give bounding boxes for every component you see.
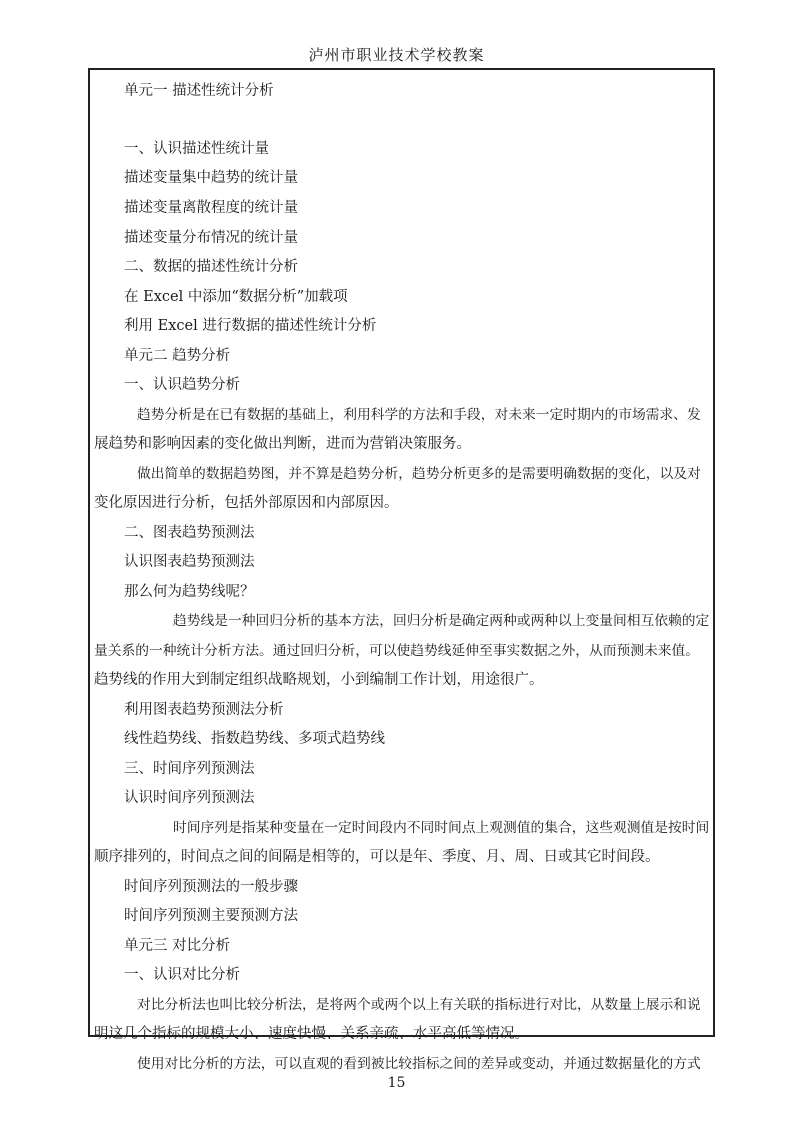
list-item: 利用 Excel 进行数据的描述性统计分析 xyxy=(124,318,377,334)
paragraph-line: 趋势分析是在已有数据的基础上，利用科学的方法和手段，对未来一定时期内的市场需求、发 xyxy=(137,407,701,423)
lesson-plan-frame xyxy=(88,68,715,1072)
lesson-content xyxy=(90,70,713,1072)
section-heading: 一、认识趋势分析 xyxy=(124,377,240,393)
list-item: 描述变量离散程度的统计量 xyxy=(124,200,298,216)
paragraph-line: 做出简单的数据趋势图，并不算是趋势分析，趋势分析更多的是需要明确数据的变化，以及对 xyxy=(137,466,701,482)
list-item: 时间序列预测法的一般步骤 xyxy=(124,879,298,895)
paragraph-line: 量关系的一种统计分析方法。通过回归分析，可以使趋势线延伸至事实数据之外，从而预测未来值。 xyxy=(94,643,700,659)
paragraph-line: 明这几个指标的规模大小、速度快慢、关系亲疏、水平高低等情况。 xyxy=(94,1026,529,1042)
list-item: 认识图表趋势预测法 xyxy=(124,554,255,570)
list-item: 时间序列预测主要预测方法 xyxy=(124,908,298,924)
paragraph-line: 变化原因进行分析，包括外部原因和内部原因。 xyxy=(94,495,399,511)
page-header-title: 泸州市职业技术学校教案 xyxy=(308,46,485,64)
paragraph-line: 趋势线的作用大到制定组织战略规划，小到编制工作计划，用途很广。 xyxy=(94,672,544,688)
list-item: 认识时间序列预测法 xyxy=(124,790,255,806)
section-heading: 二、图表趋势预测法 xyxy=(124,525,255,541)
paragraph-line: 趋势线是一种回归分析的基本方法，回归分析是确定两种或两种以上变量间相互依赖的定 xyxy=(173,613,710,629)
section-heading: 一、认识描述性统计量 xyxy=(124,141,269,157)
unit-heading: 单元三 对比分析 xyxy=(124,938,231,954)
section-heading: 三、时间序列预测法 xyxy=(124,761,255,777)
page-number: 15 xyxy=(387,1075,406,1091)
paragraph-line: 对比分析法也叫比较分析法，是将两个或两个以上有关联的指标进行对比，从数量上展示和说 xyxy=(137,997,701,1013)
list-item: 线性趋势线、指数趋势线、多项式趋势线 xyxy=(124,731,385,747)
section-heading: 一、认识对比分析 xyxy=(124,967,240,983)
paragraph-line: 时间序列是指某种变量在一定时间段内不同时间点上观测值的集合，这些观测值是按时间 xyxy=(173,820,710,836)
list-item: 描述变量集中趋势的统计量 xyxy=(124,170,298,186)
unit-heading: 单元二 趋势分析 xyxy=(124,348,231,364)
list-item: 在 Excel 中添加“数据分析”加载项 xyxy=(124,289,348,305)
paragraph-line: 展趋势和影响因素的变化做出判断，进而为营销决策服务。 xyxy=(94,436,471,452)
list-item: 那么何为趋势线呢？ xyxy=(124,584,255,600)
section-heading: 二、数据的描述性统计分析 xyxy=(124,259,298,275)
list-item: 利用图表趋势预测法分析 xyxy=(124,702,284,718)
paragraph-line: 使用对比分析的方法，可以直观的看到被比较指标之间的差异或变动，并通过数据量化的方式 xyxy=(137,1056,701,1072)
unit-heading: 单元一 描述性统计分析 xyxy=(124,83,274,99)
paragraph-line: 顺序排列的，时间点之间的间隔是相等的，可以是年、季度、月、周、日或其它时间段。 xyxy=(94,849,660,865)
list-item: 描述变量分布情况的统计量 xyxy=(124,230,298,246)
